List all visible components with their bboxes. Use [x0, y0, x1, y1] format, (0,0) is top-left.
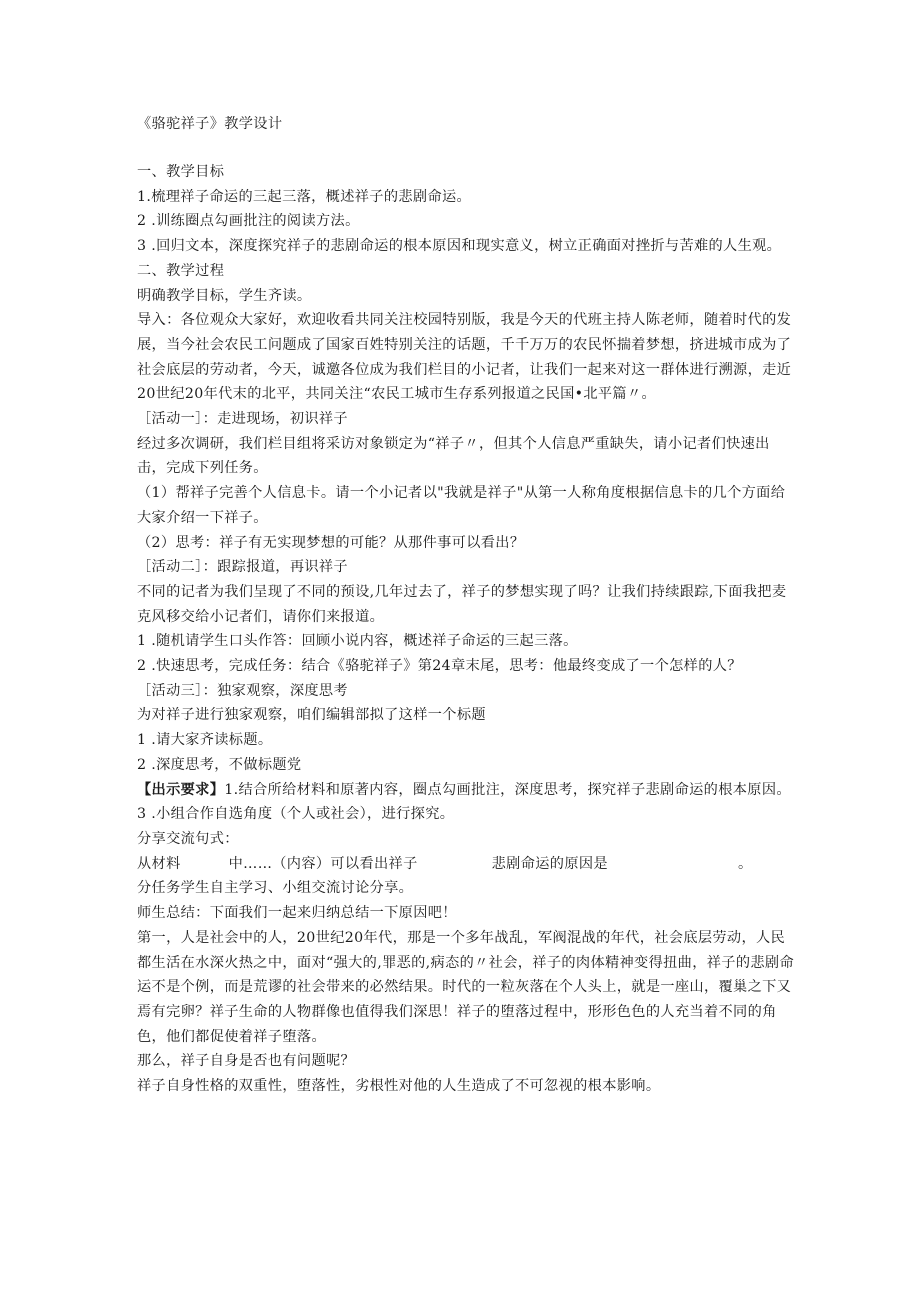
share-part-d: 。 [737, 855, 753, 872]
share-part-c: 悲剧命运的原因是 [491, 855, 608, 872]
summary-intro: 师生总结：下面我们一起来归纳总结一下原因吧！ [137, 905, 457, 922]
last-line: 祥子自身性格的双重性，堕落性，劣根性对他的人生造成了不可忽视的根本影响。 [137, 1078, 661, 1095]
document-page [137, 112, 797, 1099]
activity-1-task-2: （2）思考：祥子有无实现梦想的可能？从那件事可以看出？ [137, 534, 525, 551]
activity-3-paragraph: 为对祥子进行独家观察，咱们编辑部拟了这样一个标题 [137, 707, 486, 724]
share-part-a: 从材料 [137, 855, 181, 872]
activity-1-title: ［活动一］：走进现场，初识祥子 [137, 411, 348, 428]
doc-title: 《骆驼祥子》教学设计 [137, 116, 283, 132]
activity-3-task-3: 3 .小组合作自选角度（个人或社会），进行探究。 [137, 806, 455, 823]
share-part-b: 中……（内容）可以看出祥子 [228, 855, 418, 872]
summary-first-paragraph: 第一，人是社会中的人，20世纪20年代，那是一个多年战乱，军阀混战的年代，社会底层劳动，人民都生活在水深火热之中，面对“强大的,罪恶的,病态的〃社会，祥子的肉体精神变得扭曲，祥子的悲剧命运不是个例，而是荒谬的社会带来的必然结果。时代的一粒灰落在个人头上，就是一座山，覆巢之下又焉有完卵？祥子生命的人物群像也值得我们深思！祥子的堕落过程中，形形色色的人充当着不同的角色，他们都促使着祥子堕落。 [137, 929, 794, 1045]
section-heading-process: 二、教学过程 [137, 262, 225, 279]
activity-2-task-2: 2 .快速思考，完成任务：结合《骆驼祥子》第24章末尾，思考：他最终变成了一个怎样的人？ [137, 658, 742, 675]
goal-3: 3 .回归文本，深度探究祥子的悲剧命运的根本原因和现实意义，树立正确面对挫折与苦难的人生观。 [137, 238, 782, 255]
goal-2: 2 .训练圈点勾画批注的阅读方法。 [137, 213, 360, 230]
clarify-goals: 明确教学目标，学生齐读。 [137, 287, 312, 304]
task-line: 分任务学生自主学习、小组交流讨论分享。 [137, 880, 414, 897]
activity-2-task-1: 1 .随机请学生口头作答：回顾小说内容，概述祥子命运的三起三落。 [137, 633, 578, 650]
requirement-paragraph [137, 778, 797, 803]
activity-2-title: ［活动二］：跟踪报道，再识祥子 [137, 559, 348, 576]
activity-3-task-2: 2 .深度思考，不做标题党 [137, 756, 302, 773]
question-line: 那么，祥子自身是否也有问题呢？ [137, 1053, 356, 1070]
activity-1-paragraph: 经过多次调研，我们栏目组将采访对象锁定为“祥子〃，但其个人信息严重缺失，请小记者们快速出击，完成下列任务。 [137, 435, 770, 477]
activity-2-paragraph: 不同的记者为我们呈现了不同的预设,几年过去了，祥子的梦想实现了吗？让我们持续跟踪,下面我把麦克风移交给小记者们，请你们来报道。 [137, 583, 787, 625]
requirement-label: 【出示要求】 [137, 781, 225, 798]
activity-3-title: ［活动三］：独家观察，深度思考 [137, 682, 348, 699]
intro-paragraph: 导入：各位观众大家好，欢迎收看共同关注校园特别版，我是今天的代班主持人陈老师，随着时代的发展，当今社会农民工问题成了国家百姓特别关注的话题，千千万万的农民怀揣着梦想，挤进城市成为了社会底层的劳动者，今天，诚邀各位成为我们栏目的小记者，让我们一起来对这一群体进行溯源，走近20世纪20年代末的北平，共同关注“农民工城市生存系列报道之民国•北平篇〃。 [137, 312, 792, 403]
share-sentence-template [137, 852, 797, 877]
goal-1: 1.梳理祥子命运的三起三落，概述祥子的悲剧命运。 [137, 188, 472, 205]
share-label: 分享交流句式： [137, 830, 239, 847]
activity-3-task-1: 1 .请大家齐读标题。 [137, 732, 273, 749]
activity-1-task-1: （1）帮祥子完善个人信息卡。请一个小记者以"我就是祥子"从第一人称角度根据信息卡的几个方面给大家介绍一下祥子。 [137, 485, 786, 526]
requirement-text: 1.结合所给材料和原著内容，圈点勾画批注，深度思考，探究祥子悲剧命运的根本原因。 [224, 781, 791, 798]
section-heading-goals: 一、教学目标 [137, 164, 225, 180]
